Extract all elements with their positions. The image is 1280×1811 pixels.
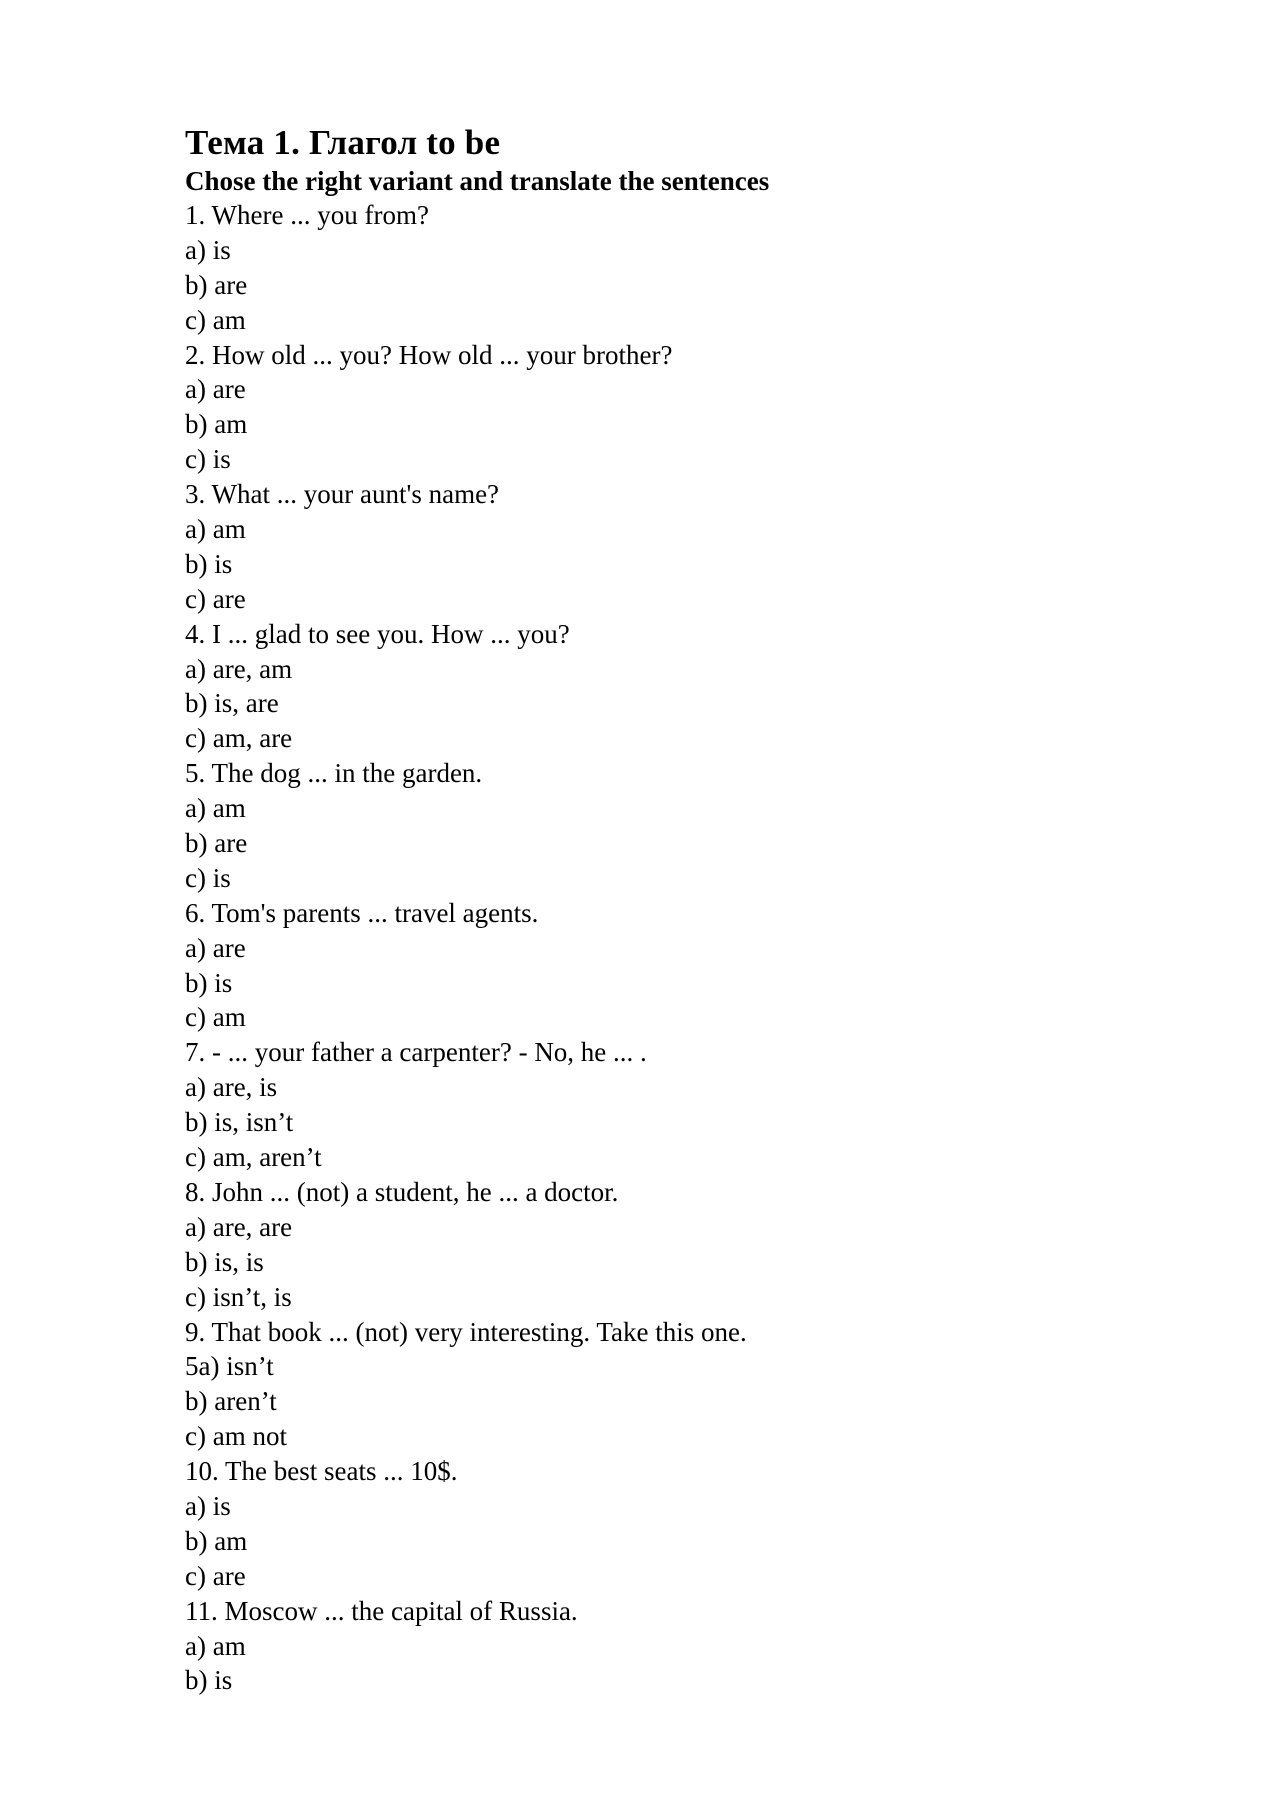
exercise-line: a) are, are xyxy=(185,1211,293,1242)
exercise-line: 2. How old ... you? How old ... your brother? xyxy=(185,339,673,370)
exercise-line: b) are xyxy=(185,828,248,859)
exercise-line: 6. Tom's parents ... travel agents. xyxy=(185,897,539,928)
exercise-line: c) is xyxy=(185,444,231,475)
exercise-line: a) is xyxy=(185,1490,231,1521)
exercise-line: c) is xyxy=(185,862,231,893)
exercise-line: c) are xyxy=(185,583,246,614)
exercise-line: 4. I ... glad to see you. How ... you? xyxy=(185,618,570,649)
exercise-line: b) is xyxy=(185,967,233,998)
exercise-line: a) are xyxy=(185,932,246,963)
exercise-line: b) is, is xyxy=(185,1246,264,1277)
exercise-line: b) are xyxy=(185,269,248,300)
document-title: Тема 1. Глагол to be xyxy=(185,123,501,162)
exercise-line: b) am xyxy=(185,1525,248,1556)
exercise-line: 7. - ... your father a carpenter? - No, he ... . xyxy=(185,1037,647,1068)
instruction-text: Chose the right variant and translate the sentences xyxy=(185,166,770,196)
exercise-list xyxy=(185,198,1185,1698)
exercise-line: a) are, is xyxy=(185,1072,278,1103)
exercise-line: c) am not xyxy=(185,1421,287,1452)
exercise-line: 9. That book ... (not) very interesting. Take this one. xyxy=(185,1316,747,1347)
exercise-line: 11. Moscow ... the capital of Russia. xyxy=(185,1595,578,1626)
exercise-line: 3. What ... your aunt's name? xyxy=(185,479,500,510)
exercise-line: b) is, are xyxy=(185,688,279,719)
exercise-line: a) are xyxy=(185,374,246,405)
exercise-line: 5a) isn’t xyxy=(185,1351,274,1382)
exercise-line: a) am xyxy=(185,1630,246,1661)
exercise-line: c) am, are xyxy=(185,723,293,754)
exercise-line: 10. The best seats ... 10$. xyxy=(185,1456,458,1487)
exercise-line: c) isn’t, is xyxy=(185,1281,292,1312)
exercise-line: c) am xyxy=(185,1002,246,1033)
exercise-line: c) am xyxy=(185,304,246,335)
exercise-line: a) am xyxy=(185,514,246,545)
exercise-line: b) am xyxy=(185,409,248,440)
exercise-line: 1. Where ... you from? xyxy=(185,200,429,230)
exercise-line: a) are, am xyxy=(185,653,293,684)
exercise-line: a) am xyxy=(185,793,246,824)
exercise-line: b) is, isn’t xyxy=(185,1107,294,1138)
exercise-line: 5. The dog ... in the garden. xyxy=(185,758,483,789)
document-page xyxy=(185,122,1185,1698)
exercise-line: c) are xyxy=(185,1560,246,1591)
exercise-line: 8. John ... (not) a student, he ... a doctor. xyxy=(185,1176,619,1207)
exercise-line: b) aren’t xyxy=(185,1386,277,1417)
exercise-line: b) is xyxy=(185,1665,233,1696)
exercise-line: a) is xyxy=(185,234,231,265)
exercise-line: c) am, aren’t xyxy=(185,1142,322,1173)
exercise-line: b) is xyxy=(185,548,233,579)
